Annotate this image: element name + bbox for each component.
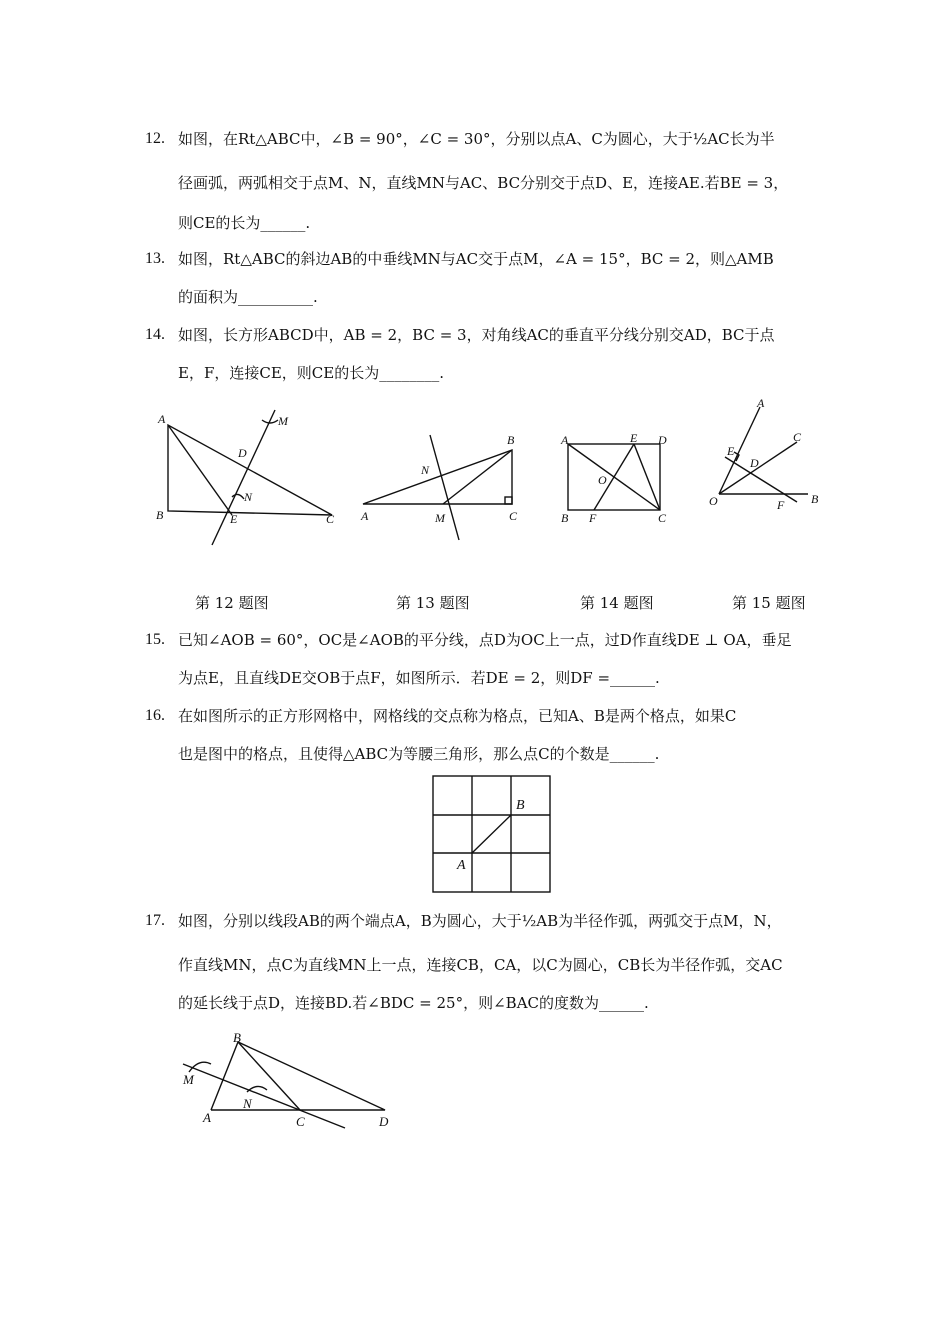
question-text-line: 径画弧，两弧相交于点M、N，直线MN与AC、BC分别交于点D、E，连接AE.若BE = 3， — [178, 174, 789, 192]
label-D: D — [658, 433, 667, 447]
question-number: 13. — [145, 250, 165, 267]
label-A: A — [757, 396, 765, 410]
label-E: E — [727, 444, 735, 458]
label-B: B — [507, 433, 515, 447]
question-text-line: E，F，连接CE，则CE的长为________. — [178, 364, 444, 382]
label-C: C — [326, 512, 335, 526]
label-N: N — [421, 463, 430, 477]
figure-16-grid — [430, 773, 555, 895]
label-N: N — [244, 490, 253, 504]
figure-13 — [355, 430, 535, 545]
question-text-line: 如图，Rt△ABC的斜边AB的中垂线MN与AC交于点M，∠A = 15°，BC = 2，则△AMB — [178, 250, 774, 268]
label-M: M — [435, 511, 445, 525]
question-text-line: 的面积为__________. — [178, 288, 318, 306]
label-C: C — [296, 1114, 305, 1129]
question-text-line: 则CE的长为______. — [178, 214, 311, 232]
label-O: O — [709, 494, 718, 508]
label-A: A — [561, 433, 569, 447]
label-C: C — [793, 430, 802, 444]
question-text-line: 也是图中的格点，且使得△ABC为等腰三角形，那么点C的个数是______. — [178, 745, 660, 763]
label-B: B — [516, 798, 525, 813]
label-A: A — [158, 412, 166, 426]
figure-14 — [558, 430, 678, 530]
label-E: E — [230, 512, 238, 526]
caption-14: 第 14 题图 — [580, 594, 654, 612]
caption-15: 第 15 题图 — [732, 594, 806, 612]
figure-12 — [150, 405, 350, 555]
question-text-line: 如图，分别以线段AB的两个端点A，B为圆心，大于½AB为半径作弧，两弧交于点M，N， — [178, 912, 782, 930]
label-D: D — [379, 1114, 389, 1129]
label-M: M — [278, 414, 288, 428]
label-E: E — [630, 431, 638, 445]
question-number: 16. — [145, 707, 165, 724]
question-text-line: 如图，长方形ABCD中，AB = 2，BC = 3，对角线AC的垂直平分线分别交AD，BC于点 — [178, 326, 775, 344]
label-B: B — [156, 508, 164, 522]
question-text-line: 作直线MN，点C为直线MN上一点，连接CB，CA，以C为圆心，CB长为半径作弧，交AC — [178, 956, 783, 974]
question-text-line: 如图，在Rt△ABC中，∠B = 90°，∠C = 30°，分别以点A、C为圆心，大于½AC长为半 — [178, 130, 775, 148]
label-C: C — [658, 511, 667, 525]
question-number: 17. — [145, 912, 165, 929]
label-N: N — [243, 1096, 252, 1111]
label-B: B — [233, 1030, 241, 1045]
figure-17 — [175, 1030, 400, 1135]
label-O: O — [598, 473, 607, 487]
caption-12: 第 12 题图 — [195, 594, 269, 612]
label-C: C — [509, 509, 518, 523]
label-A: A — [457, 858, 466, 873]
label-D: D — [238, 446, 247, 460]
question-text-line: 的延长线于点D，连接BD.若∠BDC = 25°，则∠BAC的度数为______. — [178, 994, 649, 1012]
label-A: A — [361, 509, 369, 523]
question-text-line: 为点E，且直线DE交OB于点F，如图所示．若DE = 2，则DF =______. — [178, 669, 660, 687]
label-F: F — [777, 498, 785, 512]
question-number: 15. — [145, 631, 165, 648]
label-F: F — [589, 511, 597, 525]
label-B: B — [811, 492, 819, 506]
question-text-line: 在如图所示的正方形网格中，网格线的交点称为格点，已知A、B是两个格点，如果C — [178, 707, 737, 725]
question-number: 12. — [145, 130, 165, 147]
figure-15 — [705, 395, 830, 520]
question-text-line: 已知∠AOB = 60°，OC是∠AOB的平分线，点D为OC上一点，过D作直线DE ⊥ OA，垂足 — [178, 631, 792, 649]
caption-13: 第 13 题图 — [396, 594, 470, 612]
label-B: B — [561, 511, 569, 525]
label-D: D — [750, 456, 759, 470]
question-number: 14. — [145, 326, 165, 343]
label-M: M — [183, 1072, 194, 1087]
label-A: A — [203, 1110, 211, 1125]
